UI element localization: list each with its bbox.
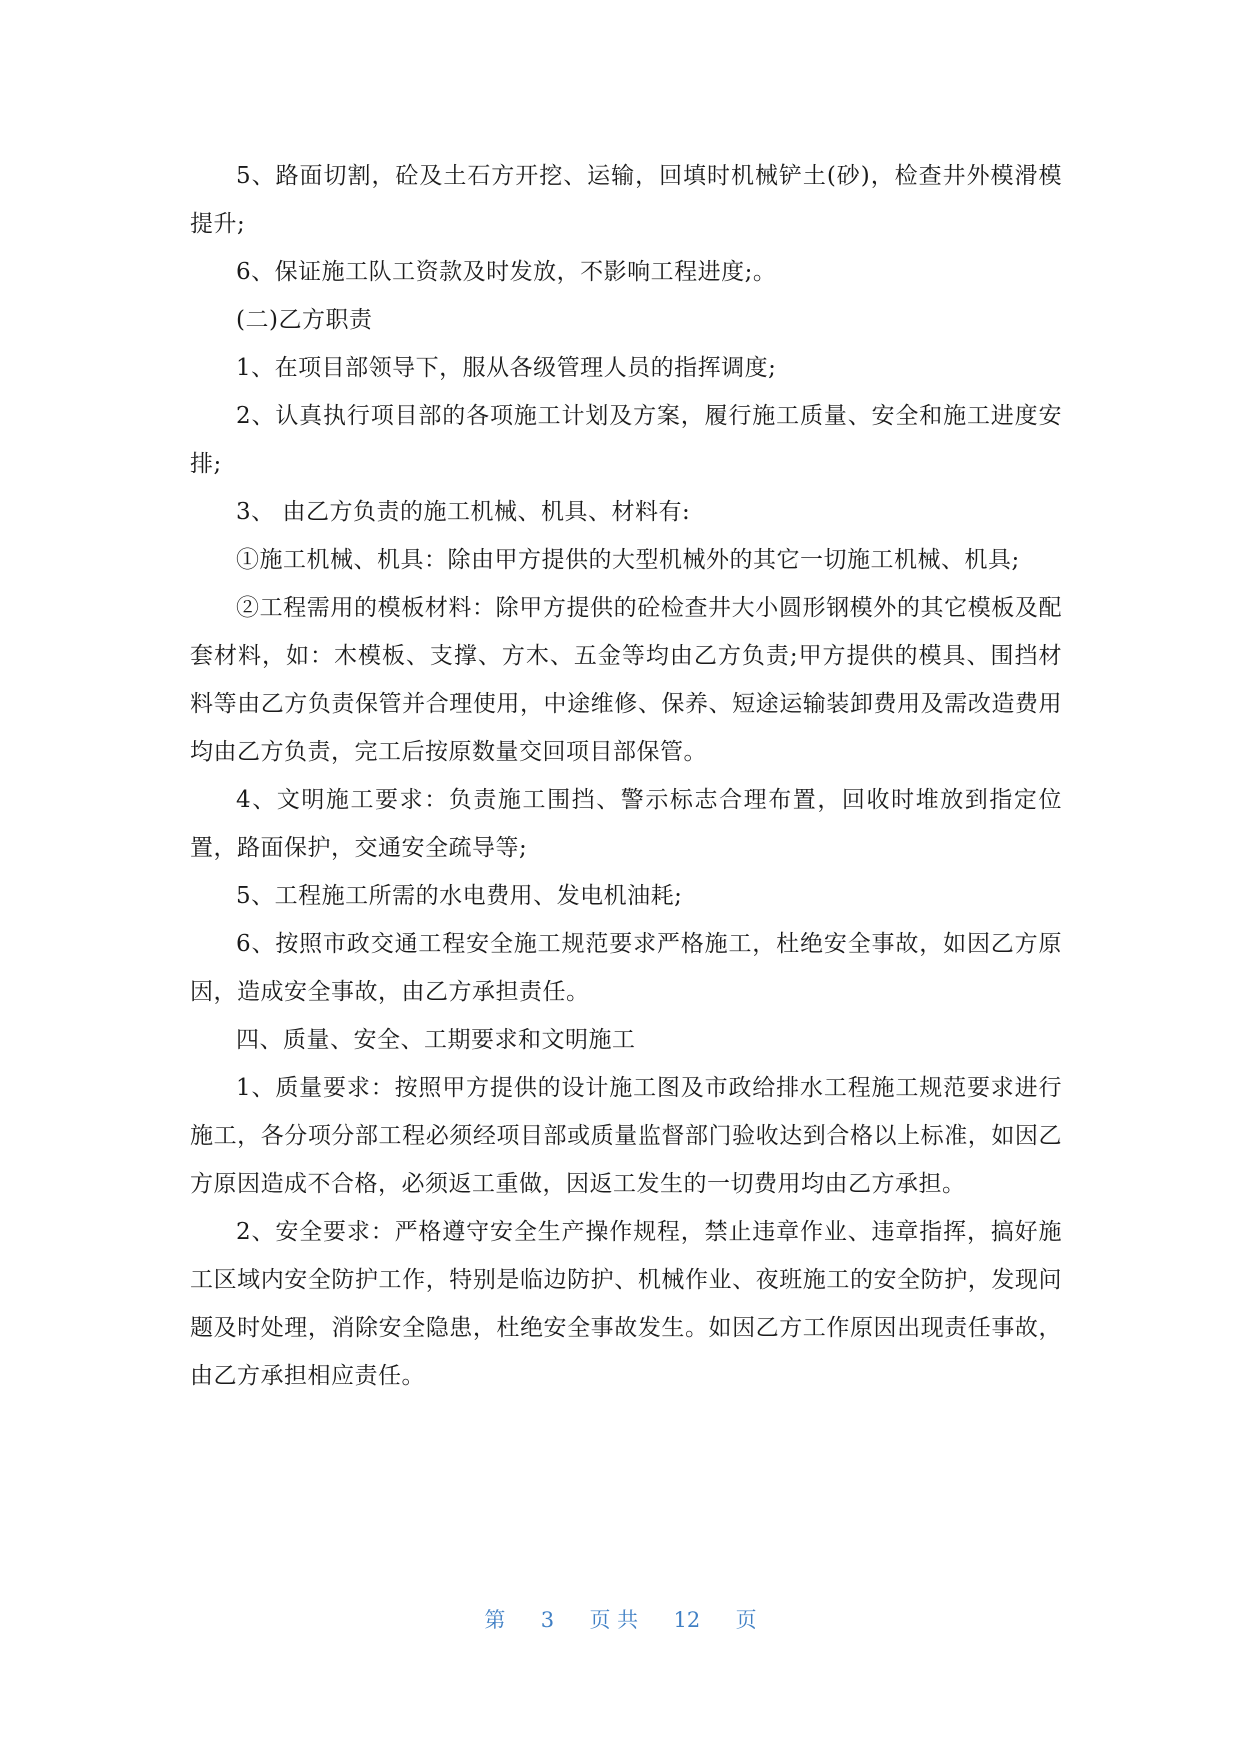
section-heading: 四、质量、安全、工期要求和文明施工 [236,1027,636,1053]
footer-total-pages: 12 [673,1608,701,1632]
paragraph: 2、安全要求：严格遵守安全生产操作规程，禁止违章作业、违章指挥，搞好施工区域内安全防护工作，特别是临边防护、机械作业、夜班施工的安全防护，发现问题及时处理，消除安全隐患，杜绝安全事故发生。如因乙方工作原因出现责任事故，由乙方承担相应责任。 [190,1219,1062,1389]
footer-current-page: 3 [540,1608,555,1632]
document-body [190,152,1062,1400]
paragraph: 6、按照市政交通工程安全施工规范要求严格施工，杜绝安全事故，如因乙方原因，造成安全事故，由乙方承担责任。 [190,931,1062,1005]
footer-suffix: 页 [735,1608,757,1632]
paragraph: 2、认真执行项目部的各项施工计划及方案，履行施工质量、安全和施工进度安排; [190,403,1062,477]
paragraph: 1、质量要求：按照甲方提供的设计施工图及市政给排水工程施工规范要求进行施工，各分项分部工程必须经项目部或质量监督部门验收达到合格以上标准，如因乙方原因造成不合格，必须返工重做，因返工发生的一切费用均由乙方承担。 [190,1075,1062,1197]
paragraph: 3、 由乙方负责的施工机械、机具、材料有: [236,499,691,525]
footer-middle: 页 共 [589,1608,639,1632]
paragraph: 1、在项目部领导下，服从各级管理人员的指挥调度; [236,355,777,381]
paragraph: 6、保证施工队工资款及时发放，不影响工程进度;。 [236,259,777,285]
paragraph: 5、工程施工所需的水电费用、发电机油耗; [236,883,683,909]
paragraph: ①施工机械、机具：除由甲方提供的大型机械外的其它一切施工机械、机具; [236,547,1020,573]
footer-prefix: 第 [484,1608,506,1632]
page-footer [0,1604,1241,1634]
paragraph: 5、路面切割，砼及土石方开挖、运输，回填时机械铲土(砂)，检查井外模滑模提升; [190,163,1062,237]
paragraph: 4、文明施工要求：负责施工围挡、警示标志合理布置，回收时堆放到指定位置，路面保护，交通安全疏导等; [190,787,1062,861]
paragraph: ②工程需用的模板材料：除甲方提供的砼检查井大小圆形钢模外的其它模板及配套材料，如：木模板、支撑、方木、五金等均由乙方负责;甲方提供的模具、围挡材料等由乙方负责保管并合理使用，中途维修、保养、短途运输装卸费用及需改造费用均由乙方负责，完工后按原数量交回项目部保管。 [190,595,1062,765]
section-heading: (二)乙方职责 [236,307,373,333]
